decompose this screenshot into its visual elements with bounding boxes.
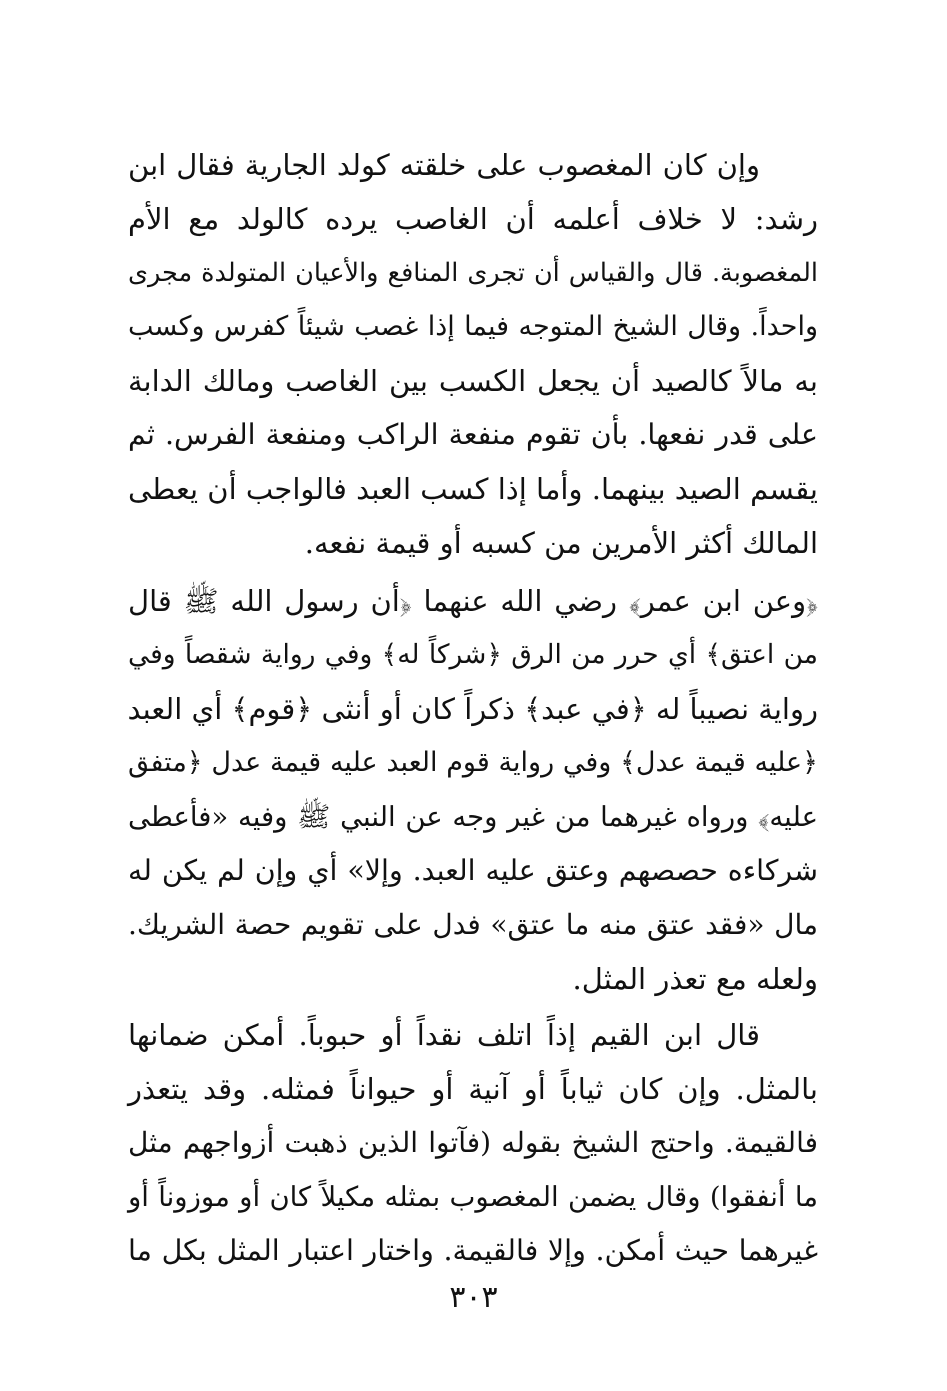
text-line: وإن كان المغصوب على خلقته كولد الجارية فقال ابن <box>128 148 760 182</box>
text-line: واحداً. وقال الشيخ المتوجه فيما إذا غصب شيئاً كفرس وكسب <box>128 311 818 342</box>
paragraph-3 <box>128 1008 818 1278</box>
text-line: بالمثل. وإن كان ثياباً أو آنية أو حيواناً فمثله. وقد يتعذر <box>128 1072 818 1106</box>
text-line: المغصوبة. قال والقياس أن تجرى المنافع والأعيان المتولدة مجرى <box>128 258 818 288</box>
text-line: ﴿وعن ابن عمر﴾ رضي الله عنهما ﴿أن رسول الله ﷺ قال <box>128 584 818 618</box>
text-line: المالك أكثر الأمرين من كسبه أو قيمة نفعه. <box>304 526 818 560</box>
text-line: ﴿عليه قيمة عدل﴾ وفي رواية قوم العبد عليه قيمة عدل ﴿متفق <box>128 747 818 778</box>
text-line: رواية نصيباً له ﴿في عبد﴾ ذكراً كان أو أنثى ﴿قوم﴾ أي العبد <box>127 692 818 726</box>
text-line: فالقيمة. واحتج الشيخ بقوله (فآتوا الذين ذهبت أزواجهم مثل <box>128 1126 818 1159</box>
text-line: قال ابن القيم إذاً اتلف نقداً أو حبوباً. أمكن ضمانها <box>128 1018 760 1052</box>
paragraph-1 <box>128 138 818 570</box>
text-line: على قدر نفعها. بأن تقوم منفعة الراكب ومنفعة الفرس. ثم <box>128 418 818 451</box>
text-line: مال «فقد عتق منه ما عتق» فدل على تقويم حصة الشريك. <box>128 908 819 941</box>
text-line: من اعتق﴾ أي حرر من الرق ﴿شركاً له﴾ وفي رواية شقصاً وفي <box>128 639 818 670</box>
text-line: يقسم الصيد بينهما. وأما إذا كسب العبد فالواجب أن يعطى <box>128 472 818 506</box>
text-line: رشد: لا خلاف أعلمه أن الغاصب يرده كالولد مع الأم <box>128 202 818 236</box>
text-line: شركاءه حصصهم وعتق عليه العبد. وإلا» أي وإن لم يكن له <box>128 854 818 887</box>
text-line: ولعله مع تعذر المثل. <box>572 962 818 996</box>
text-line: غيرهما حيث أمكن. وإلا فالقيمة. واختار اعتبار المثل بكل ما <box>128 1234 818 1267</box>
text-line: عليه﴾ ورواه غيرهما من غير وجه عن النبي ﷺ وفيه «فأعطى <box>128 801 818 833</box>
text-line: ما أنفقوا) وقال يضمن المغصوب بمثله مكيلاً كان أو موزوناً أو <box>128 1181 818 1213</box>
paragraph-2 <box>128 574 818 1006</box>
text-line: به مالاً كالصيد أن يجعل الكسب بين الغاصب ومالك الدابة <box>128 364 818 398</box>
page-number: ٣٠٣ <box>449 1280 498 1315</box>
